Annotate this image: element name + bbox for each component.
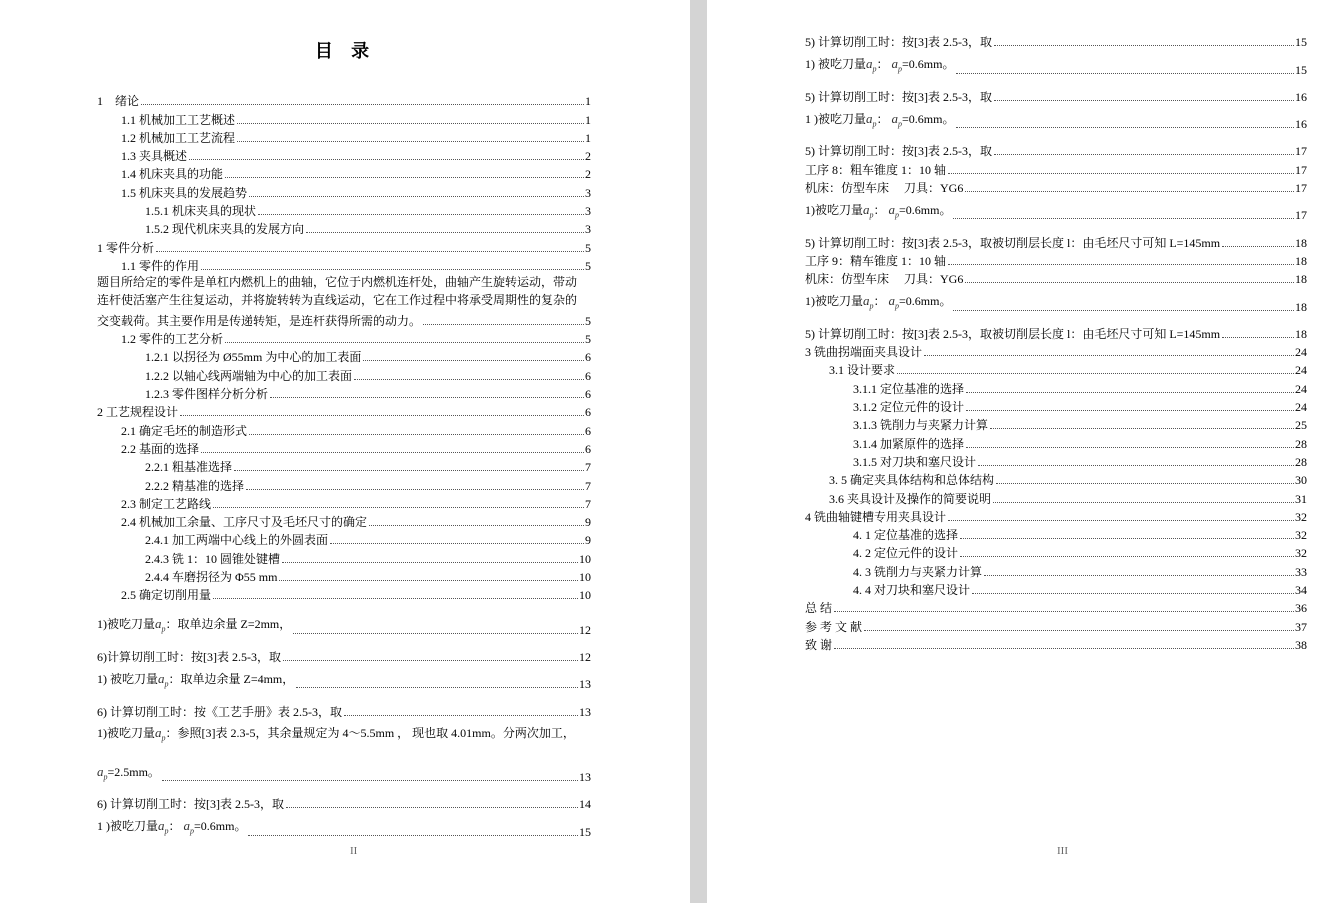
toc-leader (156, 251, 584, 252)
toc-page-number: 5 (585, 240, 591, 255)
toc-page-number: 6 (585, 350, 591, 365)
toc-page-number: 24 (1295, 363, 1307, 378)
toc-entry-text: 参 考 文 献 (805, 619, 863, 634)
toc-leader (306, 232, 584, 233)
toc-entry-text: 机床：仿型车床 刀具：YG6 (805, 272, 964, 287)
toc-paragraph-line: 连杆使活塞产生往复运动，并将旋转转为直线运动，它在工作过程中将承受周期性的复杂的 (97, 293, 578, 308)
toc-entry[interactable] (97, 419, 591, 437)
toc-entry[interactable] (97, 328, 591, 346)
toc-leader (258, 214, 584, 215)
toc-page-number: 2 (585, 167, 591, 182)
toc-entry-text: 1.5 机床夹具的发展趋势 (121, 185, 248, 200)
toc-entry[interactable] (97, 584, 591, 602)
toc-page-number: 15 (579, 824, 591, 839)
toc-entry-text: 3.1 设计要求 (829, 363, 896, 378)
toc-leader (1222, 246, 1294, 247)
toc-section (805, 341, 1307, 652)
toc-page-number: 16 (1295, 89, 1307, 104)
toc-entry-text: 2.4 机械加工余量、工序尺寸及毛坯尺寸的确定 (121, 515, 368, 530)
toc-entry[interactable] (805, 292, 1307, 314)
toc-page-number: 3 (585, 185, 591, 200)
ap-symbol: $a_p$ (183, 818, 195, 836)
toc-page-number: 12 (579, 649, 591, 664)
toc-entry[interactable] (805, 432, 1307, 450)
toc-entry[interactable] (97, 127, 591, 145)
toc-leader (344, 715, 578, 716)
toc-entry[interactable] (97, 90, 591, 108)
toc-page-number: 34 (1295, 583, 1307, 598)
toc-entry-text: 3.1.2 定位元件的设计 (853, 400, 965, 415)
toc-entry[interactable] (805, 31, 1307, 49)
toc-entry[interactable] (805, 542, 1307, 560)
toc-leader (286, 807, 578, 808)
toc-entry[interactable] (97, 438, 591, 456)
toc-entry[interactable] (97, 670, 591, 692)
toc-entry[interactable] (97, 618, 591, 636)
toc-page-number: 7 (585, 478, 591, 493)
toc-page-number: 13 (579, 704, 591, 719)
toc-leader (948, 264, 1294, 265)
toc-entry-text: 3. 5 确定夹具体结构和总体结构 (829, 473, 995, 488)
toc-page-number: 17 (1295, 162, 1307, 177)
toc-entry[interactable] (805, 250, 1307, 268)
toc-entry-text: 1)被吃刀量$a_p$： $a_p=0.6mm$。 (805, 292, 952, 311)
toc-page-number: 13 (579, 677, 591, 692)
toc-page-number: 24 (1295, 345, 1307, 360)
toc-entry-text: 3.1.5 对刀块和塞尺设计 (853, 454, 977, 469)
toc-entry-text: 1)被吃刀量$a_p$：参照[3]表 2.3-5，其余量规定为 4～5.5mm ， 现也取 4.01mm。分两次加工， (97, 725, 575, 743)
toc-leader (994, 45, 1294, 46)
toc-leader (296, 687, 578, 688)
toc-leader (966, 392, 1294, 393)
toc-page-number: 9 (585, 515, 591, 530)
ap-symbol: $a_p$ (158, 670, 169, 689)
toc-right (805, 31, 1307, 652)
toc-entry-text: 1.2 零件的工艺分析 (121, 332, 224, 347)
toc-entry[interactable] (805, 359, 1307, 377)
toc-leader (369, 525, 584, 526)
toc-leader (953, 310, 1294, 311)
toc-entry-text: 机床：仿型车床 刀具：YG6 (805, 181, 964, 196)
toc-page-number: 24 (1295, 381, 1307, 396)
toc-page-number: 17 (1295, 181, 1307, 196)
toc-entry[interactable] (97, 547, 591, 565)
toc-page-number: 12 (579, 622, 591, 637)
toc-leader (237, 123, 584, 124)
toc-leader (423, 324, 584, 325)
toc-leader (162, 780, 578, 781)
toc-entry[interactable] (97, 456, 591, 474)
page-gutter (690, 0, 707, 903)
toc-entry[interactable] (805, 560, 1307, 578)
toc-page-number: 1 (585, 130, 591, 145)
toc-entry-text: 4. 3 铣削力与夹紧力计算 (853, 564, 983, 579)
document-page-right (707, 0, 1326, 903)
toc-entry[interactable] (97, 493, 591, 511)
toc-leader (965, 191, 1294, 192)
toc-entry-text: 4 铣曲轴键槽专用夹具设计 (805, 509, 947, 524)
ap-symbol: $a_p$ (97, 763, 108, 782)
toc-page-number: 6 (585, 368, 591, 383)
toc-page-number: 10 (579, 570, 591, 585)
toc-entry-text: 1)被吃刀量$a_p$： $a_p=0.6mm$。 (805, 201, 952, 220)
toc-entry-text: 5) 计算切削工时：按[3]表 2.5-3，取被切削层长度 l：由毛坯尺寸可知 L=145mm (805, 326, 1221, 341)
toc-leader (283, 660, 578, 661)
ap-symbol: $a_p$ (891, 110, 903, 129)
toc-leader (960, 556, 1294, 557)
toc-entry[interactable] (805, 396, 1307, 414)
toc-entry-text: 3.1.4 加紧原件的选择 (853, 436, 965, 451)
toc-page-number: 28 (1295, 454, 1307, 469)
toc-leader (956, 73, 1294, 74)
toc-leader (948, 173, 1294, 174)
toc-entry-text: 4. 2 定位元件的设计 (853, 546, 959, 561)
toc-page-number: 30 (1295, 473, 1307, 488)
toc-entry-text: 5) 计算切削工时：按[3]表 2.5-3，取 (805, 144, 992, 159)
toc-entry[interactable] (97, 364, 591, 382)
ap-symbol: $a_p$ (866, 110, 877, 129)
toc-entry[interactable] (97, 725, 591, 746)
page-number: II (350, 845, 358, 857)
toc-leader (953, 218, 1294, 219)
toc-leader (993, 502, 1294, 503)
toc-entry-text: 1) 被吃刀量$a_p$： $a_p=0.6mm$。 (805, 56, 955, 74)
toc-entry-text: 6) 计算切削工时：按[3]表 2.5-3，取 (97, 797, 284, 812)
toc-entry[interactable] (805, 341, 1307, 359)
toc-entry-text: 4. 4 对刀块和塞尺设计 (853, 583, 971, 598)
toc-entry-text: 5) 计算切削工时：按[3]表 2.5-3，取被切削层长度 l：由毛坯尺寸可知 L=145mm (805, 235, 1221, 250)
toc-entry[interactable] (805, 506, 1307, 524)
toc-entry[interactable] (97, 310, 591, 328)
toc-page-number: 18 (1295, 299, 1307, 314)
toc-entry-text: 2.2.1 粗基准选择 (145, 460, 233, 475)
toc-page-number: 6 (585, 387, 591, 402)
toc-entry[interactable] (97, 255, 591, 273)
toc-entry[interactable] (805, 597, 1307, 615)
toc-entry-text: 1 )被吃刀量$a_p$： $a_p=0.6mm$。 (97, 818, 247, 836)
ap-symbol: $a_p$ (155, 616, 166, 634)
toc-left (97, 90, 591, 839)
toc-entry-text: 1.2 机械加工工艺流程 (121, 130, 236, 145)
toc-page-number: 5 (585, 332, 591, 347)
toc-leader (966, 447, 1294, 448)
toc-entry[interactable] (97, 646, 591, 664)
page-title: 目 录 (314, 41, 376, 62)
toc-page-number: 2 (585, 149, 591, 164)
toc-entry-text: 1)被吃刀量$a_p$：取单边余量 Z=2mm， (97, 616, 292, 634)
toc-page-number: 33 (1295, 564, 1307, 579)
toc-page-number: 7 (585, 496, 591, 511)
toc-entry[interactable] (97, 763, 591, 785)
toc-entry-text: 1.5.2 现代机床夹具的发展方向 (145, 222, 305, 237)
toc-entry[interactable] (805, 231, 1307, 249)
toc-entry-text: 6)计算切削工时：按[3]表 2.5-3，取 (97, 649, 281, 664)
toc-leader (990, 428, 1294, 429)
toc-entry[interactable] (97, 236, 591, 254)
toc-leader (994, 154, 1294, 155)
ap-symbol: $a_p$ (891, 56, 903, 74)
toc-page-number: 6 (585, 423, 591, 438)
toc-entry-text: 总 结 (805, 601, 833, 616)
toc-leader (201, 452, 584, 453)
toc-page-number: 1 (585, 112, 591, 127)
toc-page-number: 3 (585, 204, 591, 219)
toc-leader (201, 269, 584, 270)
toc-leader (141, 104, 584, 105)
toc-entry[interactable] (805, 140, 1307, 158)
ap-symbol: $a_p$ (155, 725, 166, 743)
toc-entry[interactable] (805, 323, 1307, 341)
ap-symbol: $a_p$ (888, 292, 900, 311)
toc-page-number: 18 (1295, 235, 1307, 250)
toc-leader (180, 415, 584, 416)
toc-entry[interactable] (805, 414, 1307, 432)
toc-page-number: 36 (1295, 601, 1307, 616)
toc-entry[interactable] (805, 451, 1307, 469)
toc-entry-text: 1 零件分析 (97, 240, 155, 255)
toc-leader (924, 355, 1294, 356)
toc-entry-text: 2 工艺规程设计 (97, 405, 179, 420)
ap-symbol: $a_p$ (158, 818, 169, 836)
toc-page-number: 38 (1295, 637, 1307, 652)
toc-leader (234, 470, 584, 471)
toc-entry[interactable] (97, 346, 591, 364)
toc-leader (246, 489, 584, 490)
toc-entry[interactable] (805, 377, 1307, 395)
toc-entry[interactable] (97, 529, 591, 547)
toc-page-number: 10 (579, 588, 591, 603)
toc-entry-text: 4. 1 定位基准的选择 (853, 528, 959, 543)
toc-leader (960, 538, 1294, 539)
toc-entry[interactable] (805, 177, 1307, 195)
toc-page-number: 17 (1295, 208, 1307, 223)
toc-page-number: 7 (585, 460, 591, 475)
toc-leader (1222, 337, 1294, 338)
toc-entry-text: 工序 9：精车锥度 1：10 轴 (805, 253, 947, 268)
toc-entry[interactable] (805, 268, 1307, 286)
toc-entry-text: 5) 计算切削工时：按[3]表 2.5-3，取 (805, 35, 992, 50)
toc-leader (293, 633, 578, 634)
toc-leader (225, 177, 584, 178)
toc-entry-text: 1.4 机床夹具的功能 (121, 167, 224, 182)
toc-entry-text: 5) 计算切削工时：按[3]表 2.5-3，取 (805, 89, 992, 104)
toc-entry-text: 交变载荷。其主要作用是传递转矩，是连杆获得所需的动力。 (97, 313, 422, 328)
toc-page-number: 15 (1295, 35, 1307, 50)
toc-page-number: 16 (1295, 117, 1307, 132)
toc-entry[interactable] (97, 401, 591, 419)
toc-entry-text: 3.1.3 铣削力与夹紧力计算 (853, 418, 989, 433)
toc-entry-text: 3 铣曲拐端面夹具设计 (805, 345, 923, 360)
toc-leader (972, 593, 1294, 594)
toc-entry-text: 2.3 制定工艺路线 (121, 496, 212, 511)
toc-page-number: 5 (585, 258, 591, 273)
toc-entry-text: 1) 被吃刀量$a_p$：取单边余量 Z=4mm， (97, 670, 295, 689)
toc-entry[interactable] (97, 218, 591, 236)
toc-page-number: 6 (585, 405, 591, 420)
toc-entry[interactable] (97, 820, 591, 838)
toc-leader (994, 100, 1294, 101)
toc-leader (249, 434, 584, 435)
toc-page-number: 28 (1295, 436, 1307, 451)
toc-leader (978, 465, 1294, 466)
toc-entry-text: 6) 计算切削工时：按《工艺手册》表 2.5-3，取 (97, 704, 342, 719)
toc-entry-text: 3.1.1 定位基准的选择 (853, 381, 965, 396)
toc-page-number: 5 (585, 313, 591, 328)
toc-entry[interactable] (97, 200, 591, 218)
toc-page-number: 31 (1295, 491, 1307, 506)
toc-entry-text: 2.4.1 加工两端中心线上的外圆表面 (145, 533, 329, 548)
toc-entry[interactable] (97, 108, 591, 126)
toc-leader (249, 196, 584, 197)
toc-page-number: 18 (1295, 326, 1307, 341)
toc-entry[interactable] (97, 383, 591, 401)
toc-entry-text: 2.1 确定毛坯的制造形式 (121, 423, 248, 438)
toc-entry[interactable] (805, 615, 1307, 633)
toc-leader (213, 507, 584, 508)
toc-page-number: 18 (1295, 272, 1307, 287)
toc-leader (984, 575, 1294, 576)
toc-section (97, 90, 591, 273)
ap-symbol: $a_p$ (866, 56, 877, 74)
ap-symbol: $a_p$ (888, 201, 900, 220)
toc-page-number: 14 (579, 797, 591, 812)
toc-leader (864, 630, 1294, 631)
toc-page-number: 24 (1295, 400, 1307, 415)
toc-page-number: 37 (1295, 619, 1307, 634)
toc-entry-text: 1.2.2 以轴心线两端轴为中心的加工表面 (145, 368, 353, 383)
toc-leader (965, 282, 1294, 283)
toc-leader (213, 598, 578, 599)
toc-leader (363, 360, 584, 361)
toc-page-number: 32 (1295, 546, 1307, 561)
toc-entry[interactable] (97, 511, 591, 529)
toc-entry[interactable] (97, 566, 591, 584)
toc-leader (996, 483, 1294, 484)
toc-entry-text: 2.4.3 铣 1：10 圆锥处键槽 (145, 551, 281, 566)
toc-entry-text: 2.5 确定切削用量 (121, 588, 212, 603)
toc-leader (225, 342, 584, 343)
toc-entry-text: 2.2 基面的选择 (121, 441, 200, 456)
toc-page-number: 13 (579, 770, 591, 785)
toc-entry[interactable] (97, 181, 591, 199)
toc-entry-text: 1 绪论 (97, 94, 140, 109)
toc-page-number: 3 (585, 222, 591, 237)
toc-leader (270, 397, 584, 398)
toc-entry[interactable] (805, 634, 1307, 652)
toc-entry[interactable] (805, 58, 1307, 76)
toc-entry[interactable] (97, 474, 591, 492)
toc-leader (897, 373, 1294, 374)
toc-leader (330, 543, 584, 544)
toc-leader (966, 410, 1294, 411)
toc-page-number: 15 (1295, 62, 1307, 77)
toc-leader (248, 835, 578, 836)
toc-entry-text: 1.3 夹具概述 (121, 149, 188, 164)
toc-entry[interactable] (97, 700, 591, 718)
toc-page-number: 32 (1295, 528, 1307, 543)
toc-leader (189, 159, 584, 160)
toc-page-number: 18 (1295, 253, 1307, 268)
toc-entry-text: 1.2.1 以拐径为 Ø55mm 为中心的加工表面 (145, 350, 362, 365)
ap-symbol: $a_p$ (863, 201, 874, 220)
toc-entry[interactable] (805, 158, 1307, 176)
toc-entry-text: 1.1 零件的作用 (121, 258, 200, 273)
toc-entry[interactable] (805, 524, 1307, 542)
toc-entry-text: 3.6 夹具设计及操作的简要说明 (829, 491, 992, 506)
toc-page-number: 25 (1295, 418, 1307, 433)
toc-entry[interactable] (97, 793, 591, 811)
toc-leader (834, 648, 1294, 649)
toc-entry-text: 1.2.3 零件图样分析分析 (145, 387, 269, 402)
toc-leader (956, 127, 1294, 128)
toc-page-number: 6 (585, 441, 591, 456)
toc-entry[interactable] (805, 86, 1307, 104)
toc-entry[interactable] (805, 201, 1307, 223)
toc-page-number: 9 (585, 533, 591, 548)
toc-entry[interactable] (805, 579, 1307, 597)
toc-leader (279, 580, 578, 581)
toc-entry[interactable] (805, 487, 1307, 505)
toc-entry-text: 工序 8：粗车锥度 1：10 轴 (805, 162, 947, 177)
toc-leader (948, 520, 1294, 521)
toc-entry-text: 致 谢 (805, 637, 833, 652)
toc-entry[interactable] (97, 145, 591, 163)
ap-symbol: $a_p$ (863, 292, 874, 311)
toc-page-number: 1 (585, 94, 591, 109)
toc-page-number: 32 (1295, 509, 1307, 524)
toc-entry-text: $a_p=2.5mm$。 (97, 763, 160, 782)
toc-entry-text: 2.4.4 车磨拐径为 Φ55 mm (145, 570, 278, 585)
toc-entry-text: 1.5.1 机床夹具的现状 (145, 204, 257, 219)
toc-paragraph-line: 题目所给定的零件是单杠内燃机上的曲轴，它位于内燃机连杆处，曲轴产生旋转运动，带动 (97, 274, 578, 289)
toc-page-number: 17 (1295, 144, 1307, 159)
toc-entry-text: 2.2.2 精基准的选择 (145, 478, 245, 493)
toc-section (97, 328, 591, 602)
toc-leader (354, 379, 584, 380)
toc-entry[interactable] (97, 163, 591, 181)
toc-entry-text: 1.1 机械加工工艺概述 (121, 112, 236, 127)
toc-entry[interactable] (805, 469, 1307, 487)
toc-entry[interactable] (805, 110, 1307, 132)
page-number: III (1057, 845, 1068, 857)
toc-leader (834, 611, 1294, 612)
toc-leader (237, 141, 584, 142)
toc-leader (282, 562, 578, 563)
toc-entry-text: 1 )被吃刀量$a_p$： $a_p=0.6mm$。 (805, 110, 955, 129)
toc-page-number: 10 (579, 551, 591, 566)
